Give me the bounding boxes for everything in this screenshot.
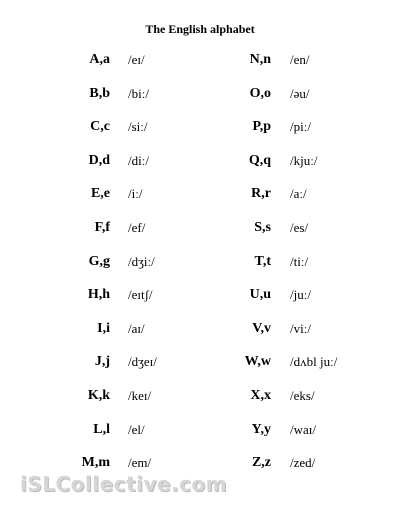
ipa-transcription: /kjuː/	[290, 152, 318, 168]
ipa-transcription: /əu/	[290, 85, 310, 101]
letter-label: X,x	[250, 387, 271, 403]
ipa-transcription: /em/	[128, 455, 152, 471]
alphabet-row	[200, 85, 390, 119]
ipa-transcription: /piː/	[290, 119, 311, 135]
ipa-transcription: /aɪ/	[128, 320, 145, 336]
alphabet-row	[0, 421, 190, 455]
letter-label: W,w	[244, 354, 271, 370]
alphabet-row	[200, 387, 390, 421]
alphabet-row	[200, 118, 390, 152]
watermark-text: iSLCollective.com	[20, 472, 228, 496]
alphabet-row	[0, 253, 190, 287]
ipa-transcription: /ef/	[128, 219, 146, 235]
alphabet-row	[0, 353, 190, 387]
alphabet-row	[200, 320, 390, 354]
ipa-transcription: /dʒiː/	[128, 253, 155, 269]
letter-label: M,m	[81, 455, 110, 471]
letter-label: A,a	[89, 52, 110, 67]
alphabet-row	[200, 353, 390, 387]
alphabet-row	[0, 320, 190, 354]
ipa-transcription: /aː/	[290, 186, 307, 202]
alphabet-row	[200, 454, 390, 488]
letter-label: I,i	[97, 320, 110, 336]
letter-label: F,f	[94, 219, 110, 235]
alphabet-row	[0, 152, 190, 186]
letter-label: O,o	[249, 85, 271, 101]
ipa-transcription: /eɪtʃ/	[128, 287, 153, 303]
ipa-transcription: /iː/	[128, 186, 143, 202]
alphabet-row	[0, 286, 190, 320]
letter-label: V,v	[252, 320, 271, 336]
ipa-transcription: /tiː/	[290, 253, 309, 269]
letter-label: B,b	[89, 85, 110, 101]
letter-label: Y,y	[251, 421, 271, 437]
ipa-transcription: /biː/	[128, 85, 149, 101]
letter-label: U,u	[249, 287, 271, 303]
alphabet-row	[0, 185, 190, 219]
alphabet-row	[200, 51, 390, 85]
letter-label: H,h	[87, 287, 110, 303]
letter-label: K,k	[87, 387, 110, 403]
alphabet-row	[0, 51, 190, 85]
alphabet-row	[0, 118, 190, 152]
letter-label: R,r	[251, 186, 271, 202]
letter-label: S,s	[254, 219, 271, 235]
alphabet-row	[0, 219, 190, 253]
ipa-transcription: /dʒeɪ/	[128, 354, 157, 370]
letter-label: N,n	[249, 52, 271, 67]
ipa-transcription: /es/	[290, 219, 309, 235]
letter-label: L,l	[93, 421, 110, 437]
ipa-transcription: /waɪ/	[290, 421, 316, 437]
alphabet-row	[200, 286, 390, 320]
ipa-transcription: /zed/	[290, 455, 316, 471]
ipa-transcription: /dʌbl juː/	[290, 354, 338, 370]
ipa-transcription: /diː/	[128, 152, 149, 168]
page-title: The English alphabet	[145, 22, 255, 36]
letter-label: J,j	[94, 354, 110, 370]
ipa-transcription: /keɪ/	[128, 387, 152, 403]
alphabet-row	[0, 387, 190, 421]
letter-label: Q,q	[248, 152, 271, 168]
ipa-transcription: /el/	[128, 421, 145, 437]
ipa-transcription: /siː/	[128, 119, 148, 135]
ipa-transcription: /juː/	[290, 287, 311, 303]
letter-label: C,c	[90, 119, 110, 135]
letter-label: G,g	[88, 253, 110, 269]
alphabet-row	[0, 85, 190, 119]
alphabet-row	[200, 185, 390, 219]
ipa-transcription: /eɪ/	[128, 52, 145, 67]
alphabet-column-left	[0, 51, 190, 488]
letter-label: Z,z	[251, 455, 271, 471]
alphabet-column-right	[200, 51, 390, 488]
letter-label: D,d	[88, 152, 110, 168]
letter-label: P,p	[252, 119, 271, 135]
alphabet-row	[200, 253, 390, 287]
ipa-transcription: /eks/	[290, 387, 315, 403]
letter-label: T,t	[254, 253, 271, 269]
ipa-transcription: /en/	[290, 52, 310, 67]
letter-label: E,e	[90, 186, 110, 202]
ipa-transcription: /viː/	[290, 320, 311, 336]
alphabet-row	[200, 421, 390, 455]
alphabet-row	[200, 152, 390, 186]
alphabet-row	[200, 219, 390, 253]
